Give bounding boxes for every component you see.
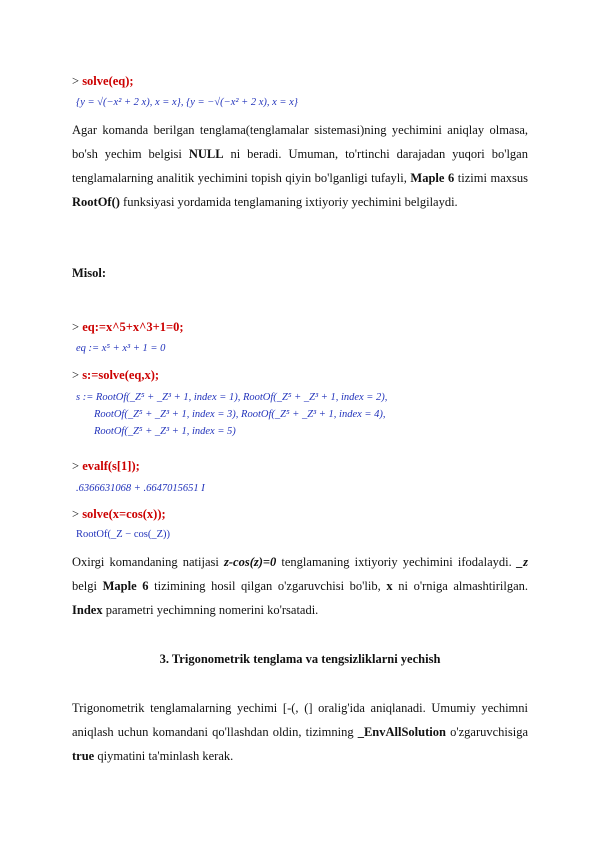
paragraph-rootof-explanation: Oxirgi komandaning natijasi z-cos(z)=0 tenglamaning ixtiyoriy yechimini ifodalaydi. _z belgi Maple 6 tizimining hosil qilgan o'zgaruvchisi bo'lib, x ni o'rniga almashtirilgan. Index parametri yechimning nomerini ko'rsatadi. [72, 555, 529, 617]
output-roots-line-1: s := RootOf(_Z⁵ + _Z³ + 1, index = 1), RootOf(_Z⁵ + _Z³ + 1, index = 2), [76, 392, 388, 403]
output-solve-cos: RootOf(_Z − cos(_Z)) [76, 529, 170, 540]
command-text: eq:=x^5+x^3+1=0; [82, 320, 184, 334]
rootof-keyword: RootOf() [72, 195, 120, 209]
prompt: > [72, 368, 83, 382]
output-roots-line-3: RootOf(_Z⁵ + _Z³ + 1, index = 5) [94, 426, 236, 437]
index-keyword: Index [72, 603, 103, 617]
null-keyword: NULL [188, 147, 224, 161]
command-text: solve(eq); [82, 74, 134, 88]
paragraph-rootof-intro: Agar komanda berilgan tenglama(tenglamalar sistemasi)ning yechimini aniqlay olmasa, bo'sh yechim belgisi NULL ni beradi. Umuman, to'rtinchi darajadan yuqori bo'lgan tenglamalarning analitik yechimini topish qiyin bo'lganligi tufayli, Maple 6 tizimi maxsus RootOf() funksiyasi yordamida tenglamaning ixtiyoriy yechimini belgilaydi. [72, 123, 528, 209]
output-solve-eq: {y = √(−x² + 2 x), x = x}, {y = −√(−x² + 2 x), x = x} [76, 97, 298, 108]
maple-name: Maple 6 [410, 171, 455, 185]
output-roots [72, 391, 532, 439]
command-eq-definition [72, 319, 528, 335]
prompt: > [72, 320, 83, 334]
prompt: > [72, 74, 83, 88]
example-heading: Misol: [72, 266, 107, 280]
command-text: s:=solve(eq,x); [82, 368, 160, 382]
command-solve-cos [72, 506, 528, 522]
command-evalf [72, 458, 528, 474]
prompt: > [72, 507, 83, 521]
section-heading: 3. Trigonometrik tenglama va tengsizliklarni yechish [159, 652, 441, 666]
true-keyword: true [72, 749, 95, 763]
output-eq-definition: eq := x⁵ + x³ + 1 = 0 [76, 343, 166, 354]
output-evalf: .6366631068 + .6647015651 I [76, 483, 205, 494]
envallsolution-keyword: _EnvAllSolution [357, 725, 446, 739]
output-roots-line-2: RootOf(_Z⁵ + _Z³ + 1, index = 3), RootOf(_Z⁵ + _Z³ + 1, index = 4), [94, 409, 386, 420]
maple-name: Maple 6 [102, 579, 149, 593]
paragraph-trigonometric: Trigonometrik tenglamalarning yechimi [-(, (] oralig'ida aniqlanadi. Umumiy yechimni aniqlash uchun komandani qo'llashdan oldin, tizimning _EnvAllSolution o'zgaruvchisiga true qiymatini ta'minlash kerak. [72, 701, 529, 763]
command-text: solve(x=cos(x)); [82, 507, 166, 521]
command-solve-eq [72, 73, 528, 89]
equation-zcosz: z-cos(z)=0 [224, 555, 277, 569]
command-text: evalf(s[1]); [82, 459, 140, 473]
prompt: > [72, 459, 83, 473]
x-variable: x [386, 579, 393, 593]
command-solve-roots [72, 367, 528, 383]
z-variable: _z [516, 555, 528, 569]
